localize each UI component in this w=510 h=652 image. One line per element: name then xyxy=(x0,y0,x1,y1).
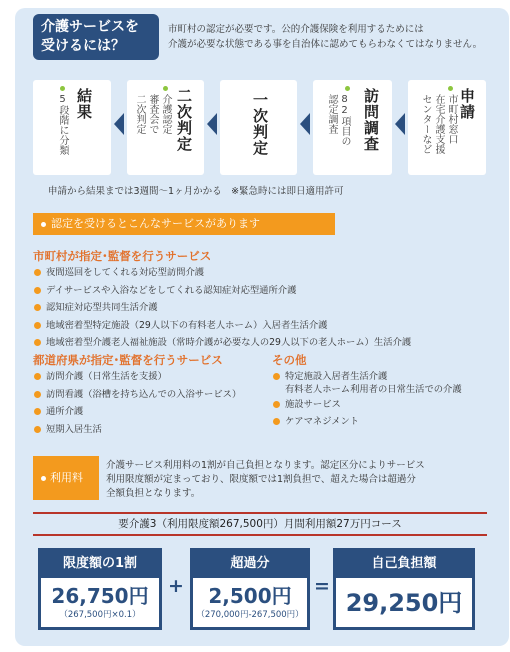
limit-value: 26,750円 xyxy=(51,584,149,608)
prefectural-services-title: 都道府県が指定･監督を行うサービス xyxy=(33,353,223,367)
fee-label xyxy=(33,456,99,500)
excess-value: 2,500円 xyxy=(208,584,292,608)
bullet-icon xyxy=(41,476,46,481)
limit-note: （267,500円×0.1） xyxy=(59,610,141,620)
step-title: 申請 xyxy=(458,88,476,120)
bullet-icon xyxy=(448,86,453,91)
intro-line-2: 介護が必要な状態である事を自治体に認めてもらわなくてはなりません。 xyxy=(168,39,483,50)
step-detail: 82項目の 認定調査 xyxy=(326,94,350,146)
step-title: 一次判定 xyxy=(251,92,269,156)
list-item: 短期入居生活 xyxy=(33,421,241,439)
step-application xyxy=(408,80,486,175)
bullet-icon xyxy=(163,86,168,91)
fee-line-3: 全額負担となります。 xyxy=(106,488,201,499)
fee-description xyxy=(106,459,498,501)
step-detail: 介護認定 審査会で 二次判定 xyxy=(134,94,171,134)
excess-label: 超過分 xyxy=(230,556,270,571)
section-title xyxy=(33,14,159,60)
intro-line-1: 市町村の認定が必要です。公的介護保険を利用するためには xyxy=(168,24,424,35)
other-services-title: その他 xyxy=(272,353,307,367)
municipal-services-title: 市町村が指定･監督を行うサービス xyxy=(33,249,212,263)
list-item: ケアマネジメント xyxy=(272,413,462,431)
list-item: 訪問看護（浴槽を持ち込んでの入浴サービス） xyxy=(33,386,241,404)
arrow-left-icon xyxy=(395,113,405,135)
step-title: 結果 xyxy=(75,88,93,120)
intro-text xyxy=(168,22,498,52)
limit-label: 限度額の1割 xyxy=(62,556,138,571)
total-box xyxy=(333,548,475,630)
equals-sign: = xyxy=(314,575,330,597)
step-detail: 5段階に分類 xyxy=(57,94,68,155)
plan-title: 要介護3（利用限度額267,500円）月間利用額27万円コース xyxy=(33,512,487,536)
title-line-2: 受けるには？ xyxy=(41,38,125,54)
prefectural-services-list xyxy=(33,368,241,438)
municipal-services-list xyxy=(33,264,411,352)
total-value: 29,250円 xyxy=(345,589,463,617)
arrow-left-icon xyxy=(300,113,310,135)
list-item: 夜間巡回をしてくれる対応型訪問介護 xyxy=(33,264,411,282)
fee-label-text: 利用料 xyxy=(50,471,83,484)
bullet-icon xyxy=(345,86,350,91)
fee-line-1: 介護サービス利用料の1割が自己負担となります。認定区分によりサービス xyxy=(106,460,425,471)
step-home-visit xyxy=(313,80,392,175)
list-item: デイサービスや入浴などをしてくれる認知症対応型通所介護 xyxy=(33,282,411,300)
plus-sign: + xyxy=(168,575,184,597)
step-result xyxy=(33,80,111,175)
list-item: 施設サービス xyxy=(272,396,462,414)
step-title: 訪問調査 xyxy=(362,88,380,152)
arrow-left-icon xyxy=(207,113,217,135)
services-header-label: 認定を受けるとこんなサービスがあります xyxy=(51,217,260,230)
step-secondary-judgement xyxy=(127,80,204,175)
other-services-list xyxy=(272,368,462,431)
list-item: 地域密着型特定施設（29人以下の有料老人ホーム）入居者生活介護 xyxy=(33,317,411,335)
limit-share-box xyxy=(38,548,162,630)
list-item: 通所介護 xyxy=(33,403,241,421)
title-line-1: 介護サービスを xyxy=(41,19,139,35)
services-header xyxy=(33,213,335,235)
list-item: 地域密着型介護老人福祉施設（常時介護が必要な人の29人以下の老人ホーム）生活介護 xyxy=(33,334,411,352)
step-title: 二次判定 xyxy=(175,88,193,152)
excess-note: （270,000円-267,500円） xyxy=(196,610,304,620)
step-primary-judgement xyxy=(220,80,297,175)
bullet-icon xyxy=(60,86,65,91)
timing-note: 申請から結果までは3週間〜1ヶ月かかる ※緊急時には即日適用許可 xyxy=(48,186,344,197)
bullet-icon xyxy=(41,222,46,227)
total-label: 自己負担額 xyxy=(371,556,437,571)
list-item: 特定施設入居者生活介護 有料老人ホーム利用者の日常生活での介護 xyxy=(272,368,462,396)
step-detail: 市町村窓口 在宅介護支援 センターなど xyxy=(420,94,457,154)
arrow-left-icon xyxy=(114,113,124,135)
excess-box xyxy=(190,548,310,630)
fee-line-2: 利用限度額が定まっており、限度額では1割負担で、超えた場合は超過分 xyxy=(106,474,416,485)
list-item: 訪問介護（日常生活を支援） xyxy=(33,368,241,386)
list-item: 認知症対応型共同生活介護 xyxy=(33,299,411,317)
